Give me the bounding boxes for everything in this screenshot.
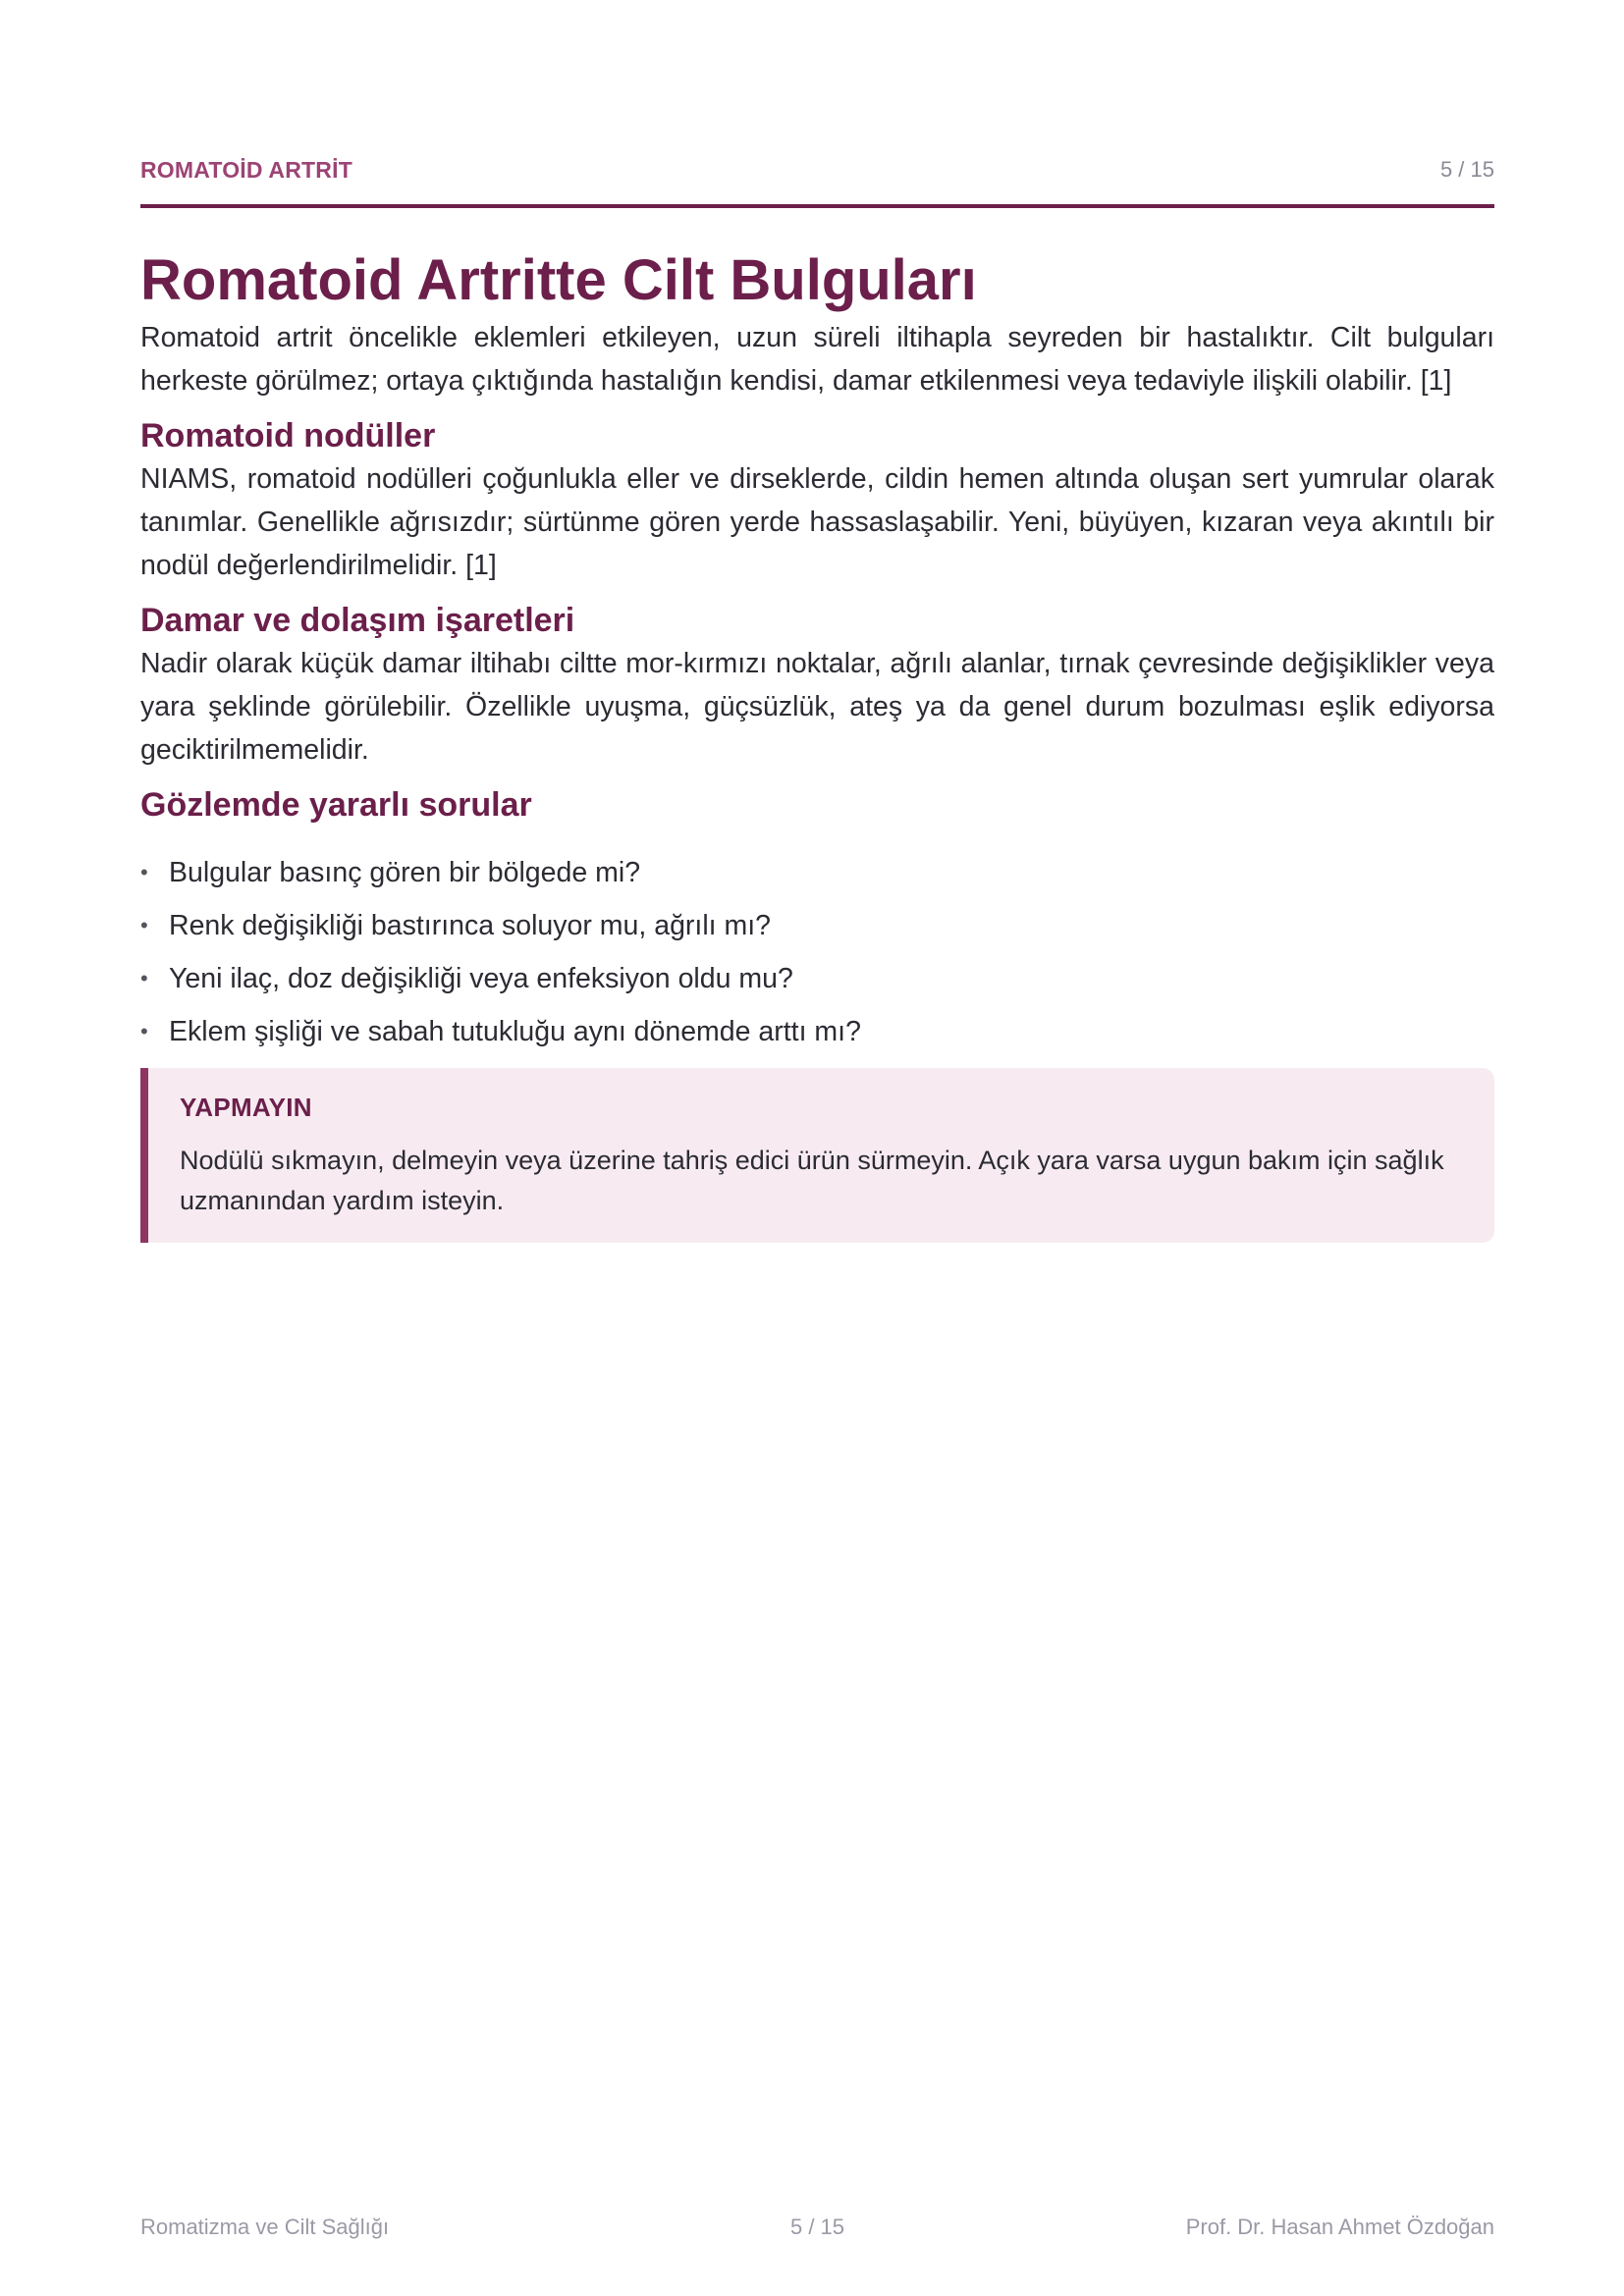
list-item-text: Bulgular basınç gören bir bölgede mi? [169, 857, 641, 888]
page-content [140, 245, 1494, 1243]
list-item [140, 960, 1494, 997]
callout-text: Nodülü sıkmayın, delmeyin veya üzerine tahriş edici ürün sürmeyin. Açık yara varsa uygun bakım için sağlık uzmanından yardım isteyin. [180, 1146, 1444, 1215]
section-heading-questions: Gözlemde yararlı sorular [140, 786, 532, 824]
warning-callout [140, 1068, 1494, 1243]
list-item-text: Renk değişikliği bastırınca soluyor mu, ağrılı mı? [169, 910, 772, 941]
list-item [140, 854, 1494, 891]
bullet-icon: • [140, 1019, 148, 1043]
list-item [140, 907, 1494, 944]
callout-title: YAPMAYIN [180, 1093, 312, 1122]
bullet-icon: • [140, 860, 148, 884]
footer-page-indicator: 5 / 15 [789, 2215, 845, 2239]
list-item-text: Eklem şişliği ve sabah tutukluğu aynı dönemde arttı mı? [169, 1016, 861, 1047]
header-section-label: ROMATOİD ARTRİT [140, 157, 352, 183]
running-header [140, 155, 1494, 208]
page-footer [140, 2215, 1494, 2244]
page-title: Romatoid Artritte Cilt Bulguları [140, 248, 977, 312]
questions-list [140, 854, 1494, 1050]
section-heading-vascular: Damar ve dolaşım işaretleri [140, 602, 575, 639]
bullet-icon: • [140, 966, 148, 990]
footer-author: Prof. Dr. Hasan Ahmet Özdoğan [1185, 2215, 1494, 2239]
intro-paragraph: Romatoid artrit öncelikle eklemleri etkileyen, uzun süreli iltihapla seyreden bir hastalıktır. Cilt bulguları herkeste görülmez; ortaya çıktığında hastalığın kendisi, damar etkilenmesi veya tedaviyle ilişkili olabilir. [1] [140, 322, 1494, 397]
section-heading-nodules: Romatoid nodüller [140, 417, 436, 454]
bullet-icon: • [140, 913, 148, 937]
section-text-nodules: NIAMS, romatoid nodülleri çoğunlukla eller ve dirseklerde, cildin hemen altında oluşan sert yumrular olarak tanımlar. Genellikle ağrısızdır; sürtünme gören yerde hassaslaşabilir. Yeni, büyüyen, kızaran veya akıntılı bir nodül değerlendirilmelidir. [1] [140, 463, 1494, 581]
list-item-text: Yeni ilaç, doz değişikliği veya enfeksiyon oldu mu? [169, 963, 793, 994]
header-page-indicator: 5 / 15 [1439, 157, 1494, 182]
footer-book-title: Romatizma ve Cilt Sağlığı [140, 2215, 390, 2239]
list-item [140, 1013, 1494, 1050]
section-text-vascular: Nadir olarak küçük damar iltihabı ciltte mor-kırmızı noktalar, ağrılı alanlar, tırnak çevresinde değişiklikler veya yara şeklinde görülebilir. Özellikle uyuşma, güçsüzlük, ateş ya da genel durum bozulması eşlik ediyorsa geciktirilmemelidir. [140, 648, 1494, 766]
